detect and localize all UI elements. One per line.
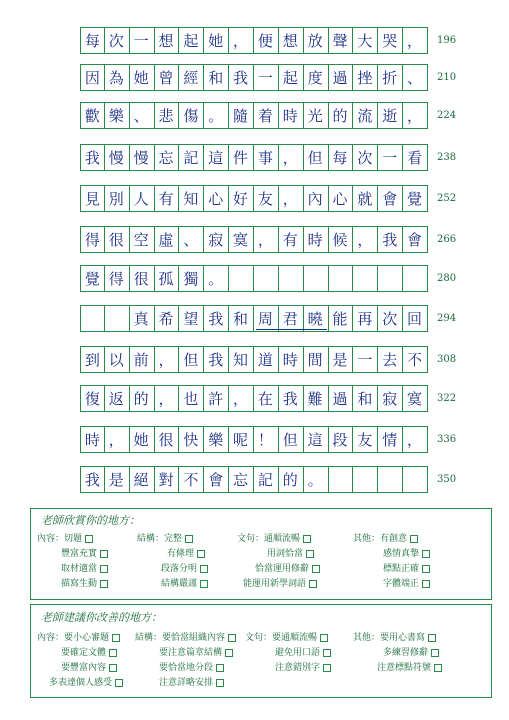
grid-cell: 時 xyxy=(303,226,329,253)
grid-cell: 道 xyxy=(253,346,279,373)
checkbox xyxy=(100,550,108,558)
grid-cell: 她 xyxy=(203,27,229,54)
grid-cell: 次 xyxy=(377,305,403,332)
grid-cell: 也 xyxy=(178,385,204,412)
grid-cell: ！ xyxy=(253,426,279,453)
grid-cell: ， xyxy=(228,27,254,54)
grid-cell: 曾 xyxy=(154,64,180,91)
grid-cell: 時 xyxy=(278,346,304,373)
grid-cell: 時 xyxy=(80,426,105,453)
grid-cell: 起 xyxy=(178,27,204,54)
appreciation-item: 用詞恰當 xyxy=(267,546,314,559)
grid-cell: 想 xyxy=(278,27,304,54)
grid-row xyxy=(80,305,428,332)
appreciation-item: 內容：切題 xyxy=(37,531,93,544)
grid-cell: 是 xyxy=(104,466,130,493)
grid-cell: 次 xyxy=(352,144,378,171)
grid-cell: 次 xyxy=(104,27,130,54)
grid-cell xyxy=(402,466,428,493)
line-number: 308 xyxy=(437,354,457,365)
grid-cell: 為 xyxy=(104,64,130,91)
checkbox xyxy=(216,664,224,672)
grid-row xyxy=(80,64,428,91)
grid-cell: 的 xyxy=(278,466,304,493)
checkbox xyxy=(428,634,436,642)
grid-cell xyxy=(104,305,130,332)
grid-cell: 段 xyxy=(328,426,354,453)
grid-cell: 情 xyxy=(377,426,403,453)
grid-cell: 寞 xyxy=(402,385,428,412)
line-number: 266 xyxy=(437,234,457,245)
line-number: 210 xyxy=(437,72,457,83)
grid-cell: 有 xyxy=(278,226,304,253)
grid-cell: 。 xyxy=(303,466,329,493)
grid-cell: 但 xyxy=(303,144,329,171)
appreciation-item: 取材適當 xyxy=(61,561,108,574)
grid-cell: 我 xyxy=(203,305,229,332)
grid-cell: 得 xyxy=(80,226,105,253)
grid-cell: 希 xyxy=(154,305,180,332)
grid-cell: 會 xyxy=(402,226,428,253)
checkbox xyxy=(225,649,233,657)
grid-cell: 很 xyxy=(104,226,130,253)
checkbox xyxy=(422,550,430,558)
grid-cell: 、 xyxy=(178,226,204,253)
grid-cell: 光 xyxy=(303,102,329,129)
checkbox xyxy=(306,550,314,558)
grid-cell: 去 xyxy=(377,346,403,373)
grid-cell: 虛 xyxy=(154,226,180,253)
grid-cell: 友 xyxy=(253,185,279,212)
grid-cell: 內 xyxy=(303,185,329,212)
grid-cell: 但 xyxy=(278,426,304,453)
appreciation-item: 標點正確 xyxy=(383,561,430,574)
grid-cell: 忘 xyxy=(154,144,180,171)
appreciation-item: 描寫生動 xyxy=(61,576,108,589)
grid-cell: 君 xyxy=(278,305,304,332)
checkbox xyxy=(185,535,193,543)
checkbox xyxy=(312,565,320,573)
line-number: 280 xyxy=(437,273,457,284)
grid-cell: 折 xyxy=(377,64,403,91)
improvement-title: 老師建議你改善的地方： xyxy=(41,611,162,624)
grid-cell: 就 xyxy=(352,185,378,212)
improvement-item: 注意錯別字 xyxy=(275,660,331,673)
line-number: 224 xyxy=(437,110,457,121)
grid-cell: 記 xyxy=(253,466,279,493)
grid-cell: 一 xyxy=(253,64,279,91)
grid-cell: 因 xyxy=(80,64,105,91)
grid-cell: 候 xyxy=(328,226,354,253)
grid-cell: 。 xyxy=(203,265,229,292)
grid-cell: 她 xyxy=(129,64,155,91)
grid-cell: 過 xyxy=(328,385,354,412)
checkbox xyxy=(410,535,418,543)
grid-row xyxy=(80,265,428,292)
checkbox xyxy=(200,565,208,573)
appreciation-box xyxy=(30,508,492,600)
grid-cell: 空 xyxy=(129,226,155,253)
grid-cell: 想 xyxy=(154,27,180,54)
improvement-item: 要恰當地分段 xyxy=(159,660,224,673)
grid-row xyxy=(80,102,428,129)
grid-cell: 覺 xyxy=(80,265,105,292)
grid-cell xyxy=(303,265,329,292)
grid-cell: 知 xyxy=(228,346,254,373)
grid-cell: 覺 xyxy=(402,185,428,212)
checkbox xyxy=(320,634,328,642)
grid-cell: ， xyxy=(228,385,254,412)
checkbox xyxy=(200,580,208,588)
improvement-item: 注意標點符號 xyxy=(377,660,442,673)
grid-cell: 的 xyxy=(129,385,155,412)
grid-cell: 經 xyxy=(178,64,204,91)
checkbox xyxy=(109,649,117,657)
grid-cell: 不 xyxy=(402,346,428,373)
grid-cell: 間 xyxy=(303,346,329,373)
grid-cell: 樂 xyxy=(104,102,130,129)
grid-cell: 樂 xyxy=(203,426,229,453)
grid-cell: 、 xyxy=(402,64,428,91)
grid-cell: 到 xyxy=(80,346,105,373)
grid-cell: 我 xyxy=(228,64,254,91)
grid-cell: 以 xyxy=(104,346,130,373)
grid-cell: 孤 xyxy=(154,265,180,292)
grid-cell: ， xyxy=(352,226,378,253)
grid-cell: 、 xyxy=(129,102,155,129)
line-number: 196 xyxy=(437,35,457,46)
grid-cell: 曉 xyxy=(303,305,329,332)
grid-cell xyxy=(253,265,279,292)
grid-cell: 會 xyxy=(377,185,403,212)
improvement-item: 多練習修辭 xyxy=(383,645,439,658)
grid-cell: 對 xyxy=(154,466,180,493)
improvement-item: 避免用口語 xyxy=(275,645,331,658)
appreciation-item: 其他：有創意 xyxy=(353,531,418,544)
grid-cell: 會 xyxy=(203,466,229,493)
line-number: 238 xyxy=(437,152,457,163)
grid-row xyxy=(80,426,428,453)
grid-cell: 寂 xyxy=(377,385,403,412)
grid-cell: 前 xyxy=(129,346,155,373)
checkbox xyxy=(323,649,331,657)
grid-cell: 歡 xyxy=(80,102,105,129)
checkbox xyxy=(303,535,311,543)
grid-cell xyxy=(352,265,378,292)
checkbox xyxy=(100,580,108,588)
grid-cell: ， xyxy=(253,226,279,253)
grid-cell: 和 xyxy=(352,385,378,412)
grid-cell: ， xyxy=(154,346,180,373)
grid-cell: 真 xyxy=(129,305,155,332)
grid-cell xyxy=(352,466,378,493)
checkbox xyxy=(100,565,108,573)
grid-cell: 難 xyxy=(303,385,329,412)
grid-cell: 件 xyxy=(228,144,254,171)
checkbox xyxy=(228,634,236,642)
checkbox xyxy=(85,535,93,543)
grid-cell: 快 xyxy=(178,426,204,453)
grid-cell: 忘 xyxy=(228,466,254,493)
grid-cell xyxy=(328,265,354,292)
grid-cell: 這 xyxy=(203,144,229,171)
grid-cell xyxy=(377,466,403,493)
grid-cell: 的 xyxy=(328,102,354,129)
grid-cell: 着 xyxy=(253,102,279,129)
checkbox xyxy=(422,565,430,573)
grid-cell: 但 xyxy=(178,346,204,373)
grid-cell: 慢 xyxy=(129,144,155,171)
appreciation-item: 結構嚴謹 xyxy=(161,576,208,589)
grid-cell: 悲 xyxy=(154,102,180,129)
grid-cell: 回 xyxy=(402,305,428,332)
grid-cell: 許 xyxy=(203,385,229,412)
grid-cell: 寂 xyxy=(203,226,229,253)
checkbox xyxy=(216,679,224,687)
grid-cell: 得 xyxy=(104,265,130,292)
grid-cell: 和 xyxy=(228,305,254,332)
grid-cell: 見 xyxy=(80,185,105,212)
improvement-item: 要確定文體 xyxy=(61,645,117,658)
improvement-item: 結構：要恰當組織內容 xyxy=(135,630,236,643)
grid-cell: 寞 xyxy=(228,226,254,253)
grid-cell: 度 xyxy=(303,64,329,91)
line-number: 322 xyxy=(437,393,457,404)
proper-name-underline xyxy=(256,329,327,330)
appreciation-item: 能運用新學詞語 xyxy=(243,576,317,589)
grid-cell: 好 xyxy=(228,185,254,212)
grid-cell: 知 xyxy=(178,185,204,212)
grid-cell: 很 xyxy=(129,265,155,292)
grid-row xyxy=(80,185,428,212)
grid-cell: 起 xyxy=(278,64,304,91)
grid-cell xyxy=(377,265,403,292)
grid-cell: 流 xyxy=(352,102,378,129)
grid-cell: 和 xyxy=(203,64,229,91)
grid-cell: 每 xyxy=(328,144,354,171)
appreciation-item: 有條理 xyxy=(167,546,205,559)
improvement-item: 多表達個人感受 xyxy=(49,675,123,688)
checkbox xyxy=(197,550,205,558)
grid-cell xyxy=(402,265,428,292)
grid-cell: 周 xyxy=(253,305,279,332)
line-number: 336 xyxy=(437,434,457,445)
appreciation-item: 感情真摯 xyxy=(383,546,430,559)
grid-cell: 別 xyxy=(104,185,130,212)
improvement-item: 其他：要用心書寫 xyxy=(353,630,436,643)
appreciation-item: 段落分明 xyxy=(161,561,208,574)
grid-row xyxy=(80,144,428,171)
improvement-item: 要注意篇章結構 xyxy=(159,645,233,658)
improvement-item: 內容：要小心審題 xyxy=(37,630,120,643)
improvement-item: 注意詳略安排 xyxy=(159,675,224,688)
grid-cell: 能 xyxy=(328,305,354,332)
grid-cell: 我 xyxy=(377,226,403,253)
line-number: 294 xyxy=(437,313,457,324)
grid-cell: ， xyxy=(278,144,304,171)
grid-cell: 事 xyxy=(253,144,279,171)
grid-cell: 看 xyxy=(402,144,428,171)
grid-cell: 再 xyxy=(352,305,378,332)
improvement-box xyxy=(30,604,492,698)
checkbox xyxy=(431,649,439,657)
improvement-item: 文句：要通順流暢 xyxy=(245,630,328,643)
grid-cell: 哭 xyxy=(377,27,403,54)
grid-cell: 便 xyxy=(253,27,279,54)
grid-cell: ， xyxy=(402,426,428,453)
grid-cell: 隨 xyxy=(228,102,254,129)
grid-cell: 過 xyxy=(328,64,354,91)
grid-cell: 是 xyxy=(328,346,354,373)
checkbox xyxy=(115,679,123,687)
grid-cell: 不 xyxy=(178,466,204,493)
grid-cell: 我 xyxy=(80,144,105,171)
grid-row xyxy=(80,346,428,373)
grid-cell: 心 xyxy=(203,185,229,212)
grid-row xyxy=(80,385,428,412)
grid-cell: 傷 xyxy=(178,102,204,129)
grid-cell: 望 xyxy=(178,305,204,332)
checkbox xyxy=(323,664,331,672)
grid-cell xyxy=(228,265,254,292)
grid-cell xyxy=(278,265,304,292)
grid-cell: 每 xyxy=(80,27,105,54)
grid-cell: 。 xyxy=(203,102,229,129)
checkbox xyxy=(309,580,317,588)
grid-cell: 獨 xyxy=(178,265,204,292)
grid-cell: 這 xyxy=(303,426,329,453)
grid-cell: 逝 xyxy=(377,102,403,129)
grid-cell: 我 xyxy=(80,466,105,493)
grid-cell: 復 xyxy=(80,385,105,412)
grid-cell: 聲 xyxy=(328,27,354,54)
grid-cell: 時 xyxy=(278,102,304,129)
checkbox xyxy=(112,634,120,642)
grid-cell xyxy=(80,305,105,332)
grid-cell: 大 xyxy=(352,27,378,54)
appreciation-title: 老師欣賞你的地方： xyxy=(41,514,140,527)
grid-cell: 很 xyxy=(154,426,180,453)
grid-row xyxy=(80,27,428,54)
grid-cell: 在 xyxy=(253,385,279,412)
line-number: 252 xyxy=(437,193,457,204)
line-number: 350 xyxy=(437,474,457,485)
grid-cell: 絕 xyxy=(129,466,155,493)
grid-cell: 她 xyxy=(129,426,155,453)
appreciation-item: 結構：完整 xyxy=(137,531,193,544)
grid-cell: ， xyxy=(278,185,304,212)
grid-cell: ， xyxy=(402,27,428,54)
grid-cell: 呢 xyxy=(228,426,254,453)
checkbox xyxy=(422,580,430,588)
grid-cell: 人 xyxy=(129,185,155,212)
checkbox xyxy=(434,664,442,672)
grid-cell: 我 xyxy=(203,346,229,373)
grid-cell: 挫 xyxy=(352,64,378,91)
grid-cell: 記 xyxy=(178,144,204,171)
grid-cell: ， xyxy=(402,102,428,129)
grid-cell: 友 xyxy=(352,426,378,453)
grid-cell: 一 xyxy=(377,144,403,171)
grid-cell xyxy=(328,466,354,493)
grid-cell: 一 xyxy=(129,27,155,54)
grid-row xyxy=(80,466,428,493)
appreciation-item: 恰當運用修辭 xyxy=(255,561,320,574)
grid-row xyxy=(80,226,428,253)
grid-cell: 有 xyxy=(154,185,180,212)
grid-cell: ， xyxy=(104,426,130,453)
appreciation-item: 豐富充實 xyxy=(61,546,108,559)
appreciation-item: 字體端正 xyxy=(383,576,430,589)
grid-cell: 一 xyxy=(352,346,378,373)
checkbox xyxy=(109,664,117,672)
appreciation-item: 文句：通順流暢 xyxy=(237,531,311,544)
grid-cell: 放 xyxy=(303,27,329,54)
grid-cell: 我 xyxy=(278,385,304,412)
grid-cell: 心 xyxy=(328,185,354,212)
grid-cell: 慢 xyxy=(104,144,130,171)
grid-cell: ， xyxy=(154,385,180,412)
improvement-item: 要豐富內容 xyxy=(61,660,117,673)
grid-cell: 返 xyxy=(104,385,130,412)
